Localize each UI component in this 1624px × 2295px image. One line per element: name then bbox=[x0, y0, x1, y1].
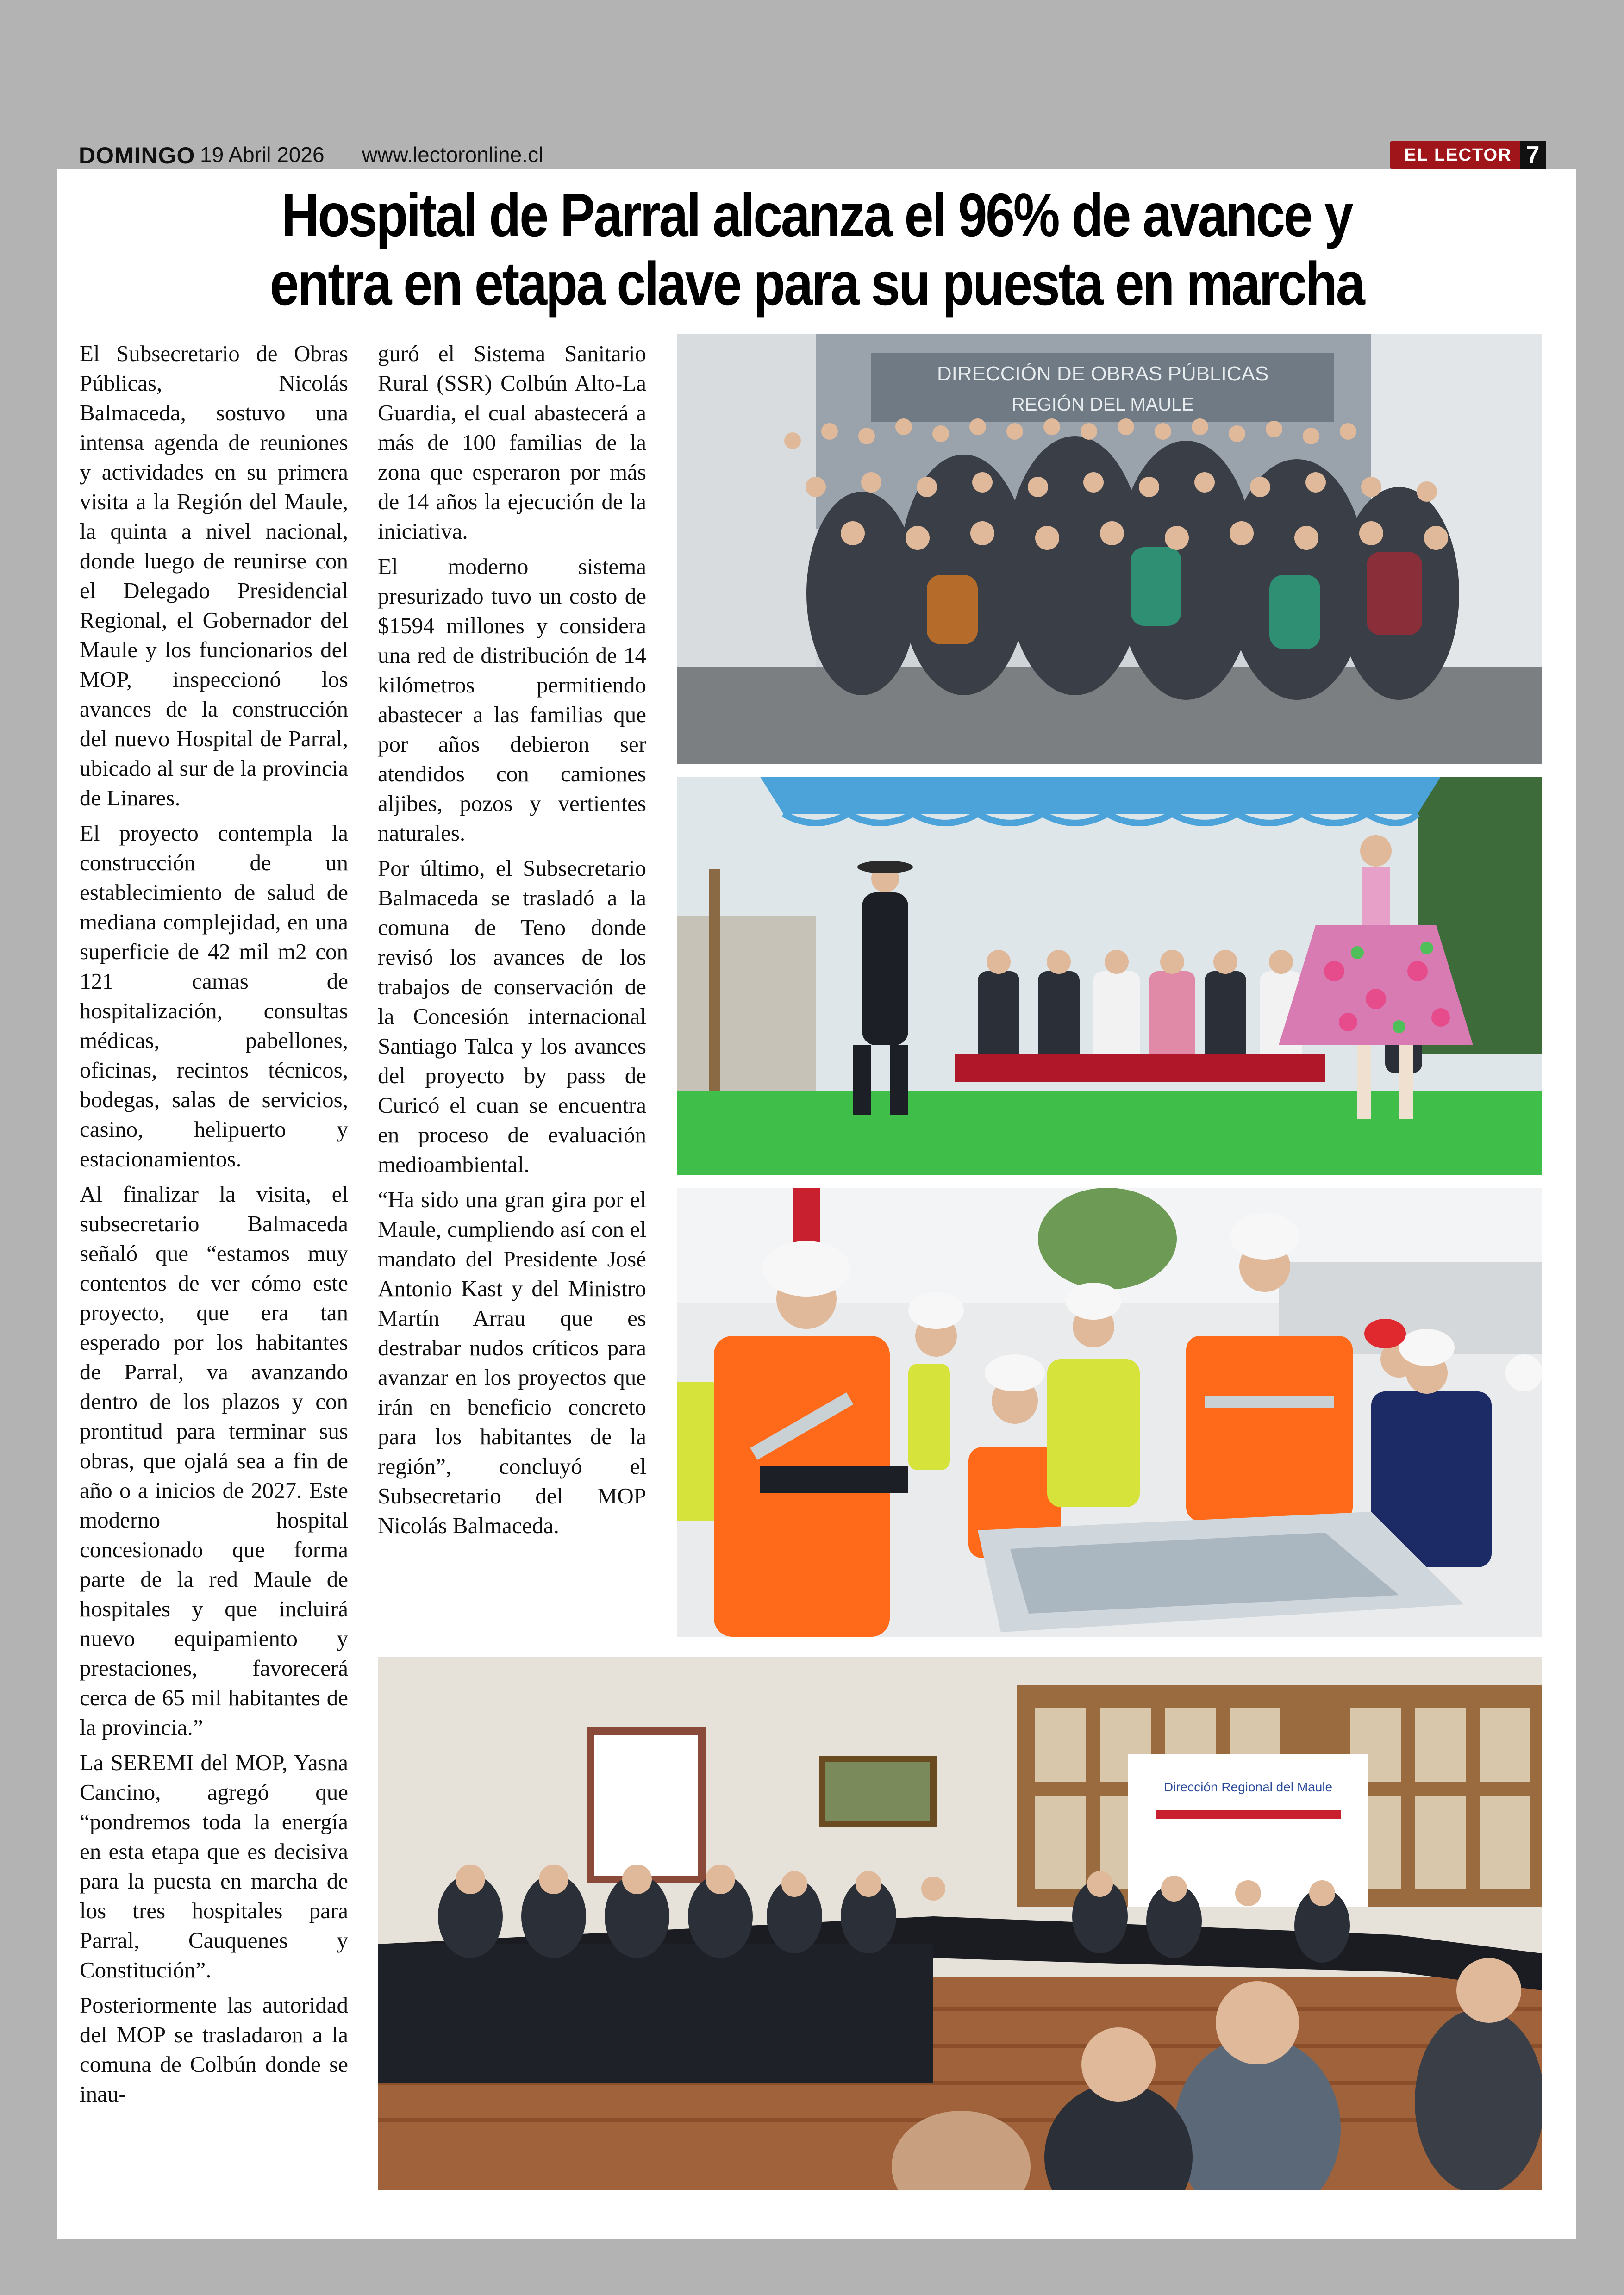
meeting-banner-text: Dirección Regional del Maule bbox=[1163, 1780, 1333, 1794]
paragraph-7: Por último, el Subsecretario Balmaceda se trasladó a la comuna de Teno donde revisó los avances de los trabajos de conservación de la Concesión internacional Santiago Talca y los avances del proyecto by pass de Curicó el cuan se encuentra en proceso de evaluación medioambiental. bbox=[378, 855, 646, 1177]
article-headline: Hospital de Parral alcanza el 96% de avance y entra en etapa clave para su puesta en marcha bbox=[269, 181, 1364, 318]
dance-photo bbox=[677, 777, 1542, 1175]
paragraph-2: El proyecto contempla la construcción de un establecimiento de salud de mediana complejidad, en una superficie de 42 mil m2 con 121 camas de hospitalización, consultas médicas, pabellones, oficinas, recintos técnicos, bodegas, salas de servicios, casino, helipuerto y estacionamientos. bbox=[80, 820, 348, 1172]
group-photo bbox=[677, 334, 1542, 764]
building-sign-top: DIRECCIÓN DE OBRAS PÚBLICAS bbox=[937, 362, 1269, 385]
header-day: DOMINGO bbox=[79, 143, 195, 168]
paragraph-6: El moderno sistema presurizado tuvo un costo de $1594 millones y considera una red de distribución de 14 kilómetros permitiendo abastecer a las familias que por años debieron ser atendidos con camiones aljibes, pozos y vertientes naturales. bbox=[378, 554, 646, 846]
newspaper-logo: EL LECTOR bbox=[1390, 141, 1526, 169]
paragraph-4: La SEREMI del MOP, Yasna Cancino, agregó que “pondremos toda la energía en esta etapa que es decisiva para la puesta en marcha de los tres hospitales para Parral, Cauquenes y Constitución”. bbox=[80, 1750, 348, 1983]
page-number: 7 bbox=[1520, 141, 1546, 169]
page-header bbox=[79, 141, 1546, 169]
construction-visit-photo bbox=[677, 1188, 1542, 1637]
paragraph-8: “Ha sido una gran gira por el Maule, cumpliendo así con el mandato del Presidente José Antonio Kast y del Ministro Martín Arrau que es destrabar nudos críticos para avanzar en los proyectos que irán en beneficio concreto para los habitantes de la región”, concluyó el Subsecretario del MOP Nicolás Balmaceda. bbox=[378, 1187, 646, 1538]
building-sign-bottom: REGIÓN DEL MAULE bbox=[1011, 394, 1194, 415]
header-date: 19 Abril 2026 bbox=[200, 143, 325, 167]
paragraph-1: El Subsecretario de Obras Públicas, Nicolás Balmaceda, sostuvo una intensa agenda de reuniones y actividades en su primera visita a la Región del Maule, la quinta a nivel nacional, donde luego de reunirse con el Delegado Presidencial Regional, el Gobernador del Maule y los funcionarios del MOP, inspeccionó los avances de la construcción del nuevo Hospital de Parral, ubicado al sur de la provincia de Linares. bbox=[80, 341, 348, 811]
text-column-1 bbox=[80, 339, 348, 2144]
article-sheet bbox=[57, 169, 1576, 2239]
paragraph-5-end: guró el Sistema Sanitario Rural (SSR) Colbún Alto-La Guardia, el cual abastecerá a más de 100 familias de la zona que esperaron por más de 14 años la ejecución de la iniciativa. bbox=[378, 341, 646, 544]
text-column-2 bbox=[378, 339, 646, 1663]
meeting-photo bbox=[378, 1657, 1542, 2190]
paragraph-5-start: Posteriormente las autoridad del MOP se trasladaron a la comuna de Colbún donde se inau- bbox=[80, 1992, 348, 2107]
paragraph-3: Al finalizar la visita, el subsecretario Balmaceda señaló que “estamos muy contentos de ver cómo este proyecto, que era tan esperado por los habitantes de Parral, va avanzando dentro de los plazos y con prontitud para terminar sus obras, que ojalá sea a fin de año o a inicios de 2027. Este moderno hospital concesionado que forma parte de la red Maule de hospitales y que incluirá nuevo equipamiento y prestaciones, favorecerá cerca de 65 mil habitantes de la provincia.” bbox=[80, 1181, 348, 1740]
header-website[interactable]: www.lectoronline.cl bbox=[362, 143, 543, 167]
